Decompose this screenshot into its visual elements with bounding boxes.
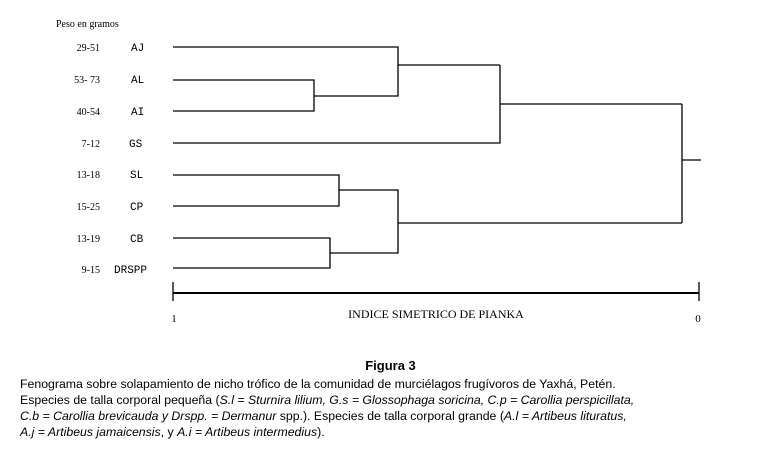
branch-gs (173, 65, 500, 143)
figure-caption (20, 376, 780, 440)
figure-title: Figura 3 (365, 358, 416, 373)
caption-text-segment: ). (317, 425, 325, 439)
pianka-axis (173, 282, 699, 301)
caption-line-3 (20, 408, 780, 424)
caption-species-segment: A.l = Artibeus lituratus, (503, 409, 627, 423)
dendrogram-branches (173, 47, 701, 268)
branch-sl-cp-join (339, 190, 682, 223)
axis-tick-right: 0 (695, 313, 701, 325)
leaf-code: DRSPP (114, 265, 148, 277)
caption-line-4 (20, 424, 780, 440)
leaf-weight: 9-15 (81, 265, 100, 276)
leaf-weight: 29-51 (76, 43, 100, 54)
leaf-weight: 53- 73 (74, 75, 100, 86)
axis-label: INDICE SIMETRICO DE PIANKA (348, 307, 524, 321)
branch-cb-drspp (173, 238, 330, 268)
caption-text-segment: spp.). Especies de talla corporal grande ( (276, 409, 504, 423)
branch-cb-drspp-join (330, 223, 398, 253)
branch-aj (173, 47, 500, 65)
leaf-weight: 40-54 (76, 107, 100, 118)
leaf-weight: 13-18 (76, 170, 100, 181)
axis-tick-left: 1 (171, 313, 177, 325)
weight-header: Peso en gramos (56, 19, 119, 30)
leaf-code: CP (130, 202, 144, 214)
caption-line-1: Fenograma sobre solapamiento de nicho trófico de la comunidad de murciélagos frugívoros de Yaxhá, Petén. (20, 377, 616, 391)
caption-species-segment: A.i = Artibeus intermedius (177, 425, 318, 439)
caption-species-segment: S.l = Sturnira lilium, G.s = Glossophaga soricina, C.p = Carollia perspicillata, (219, 393, 635, 407)
caption-text-segment: , y (160, 425, 178, 439)
leaf-code: SL (130, 170, 144, 182)
leaf-code: CB (130, 234, 144, 246)
branch-sl-cp (173, 175, 339, 206)
leaf-weight: 13-19 (76, 234, 100, 245)
leaf-weight: 15-25 (76, 202, 100, 213)
caption-line-2 (20, 392, 780, 408)
leaf-code: AL (131, 75, 145, 87)
branch-aj-al-ai (314, 65, 398, 96)
branch-al-ai (173, 80, 314, 111)
caption-species-segment: C.b = Carollia brevicauda y Drspp. = Dermanur (20, 409, 277, 423)
leaf-weight: 7-12 (81, 139, 100, 150)
leaf-code: GS (129, 139, 143, 151)
caption-species-segment: A.j = Artibeus jamaicensis (20, 425, 161, 439)
leaf-code: AI (131, 107, 145, 119)
caption-text-segment: Especies de talla corporal pequeña ( (20, 393, 220, 407)
leaf-code: AJ (131, 43, 145, 55)
